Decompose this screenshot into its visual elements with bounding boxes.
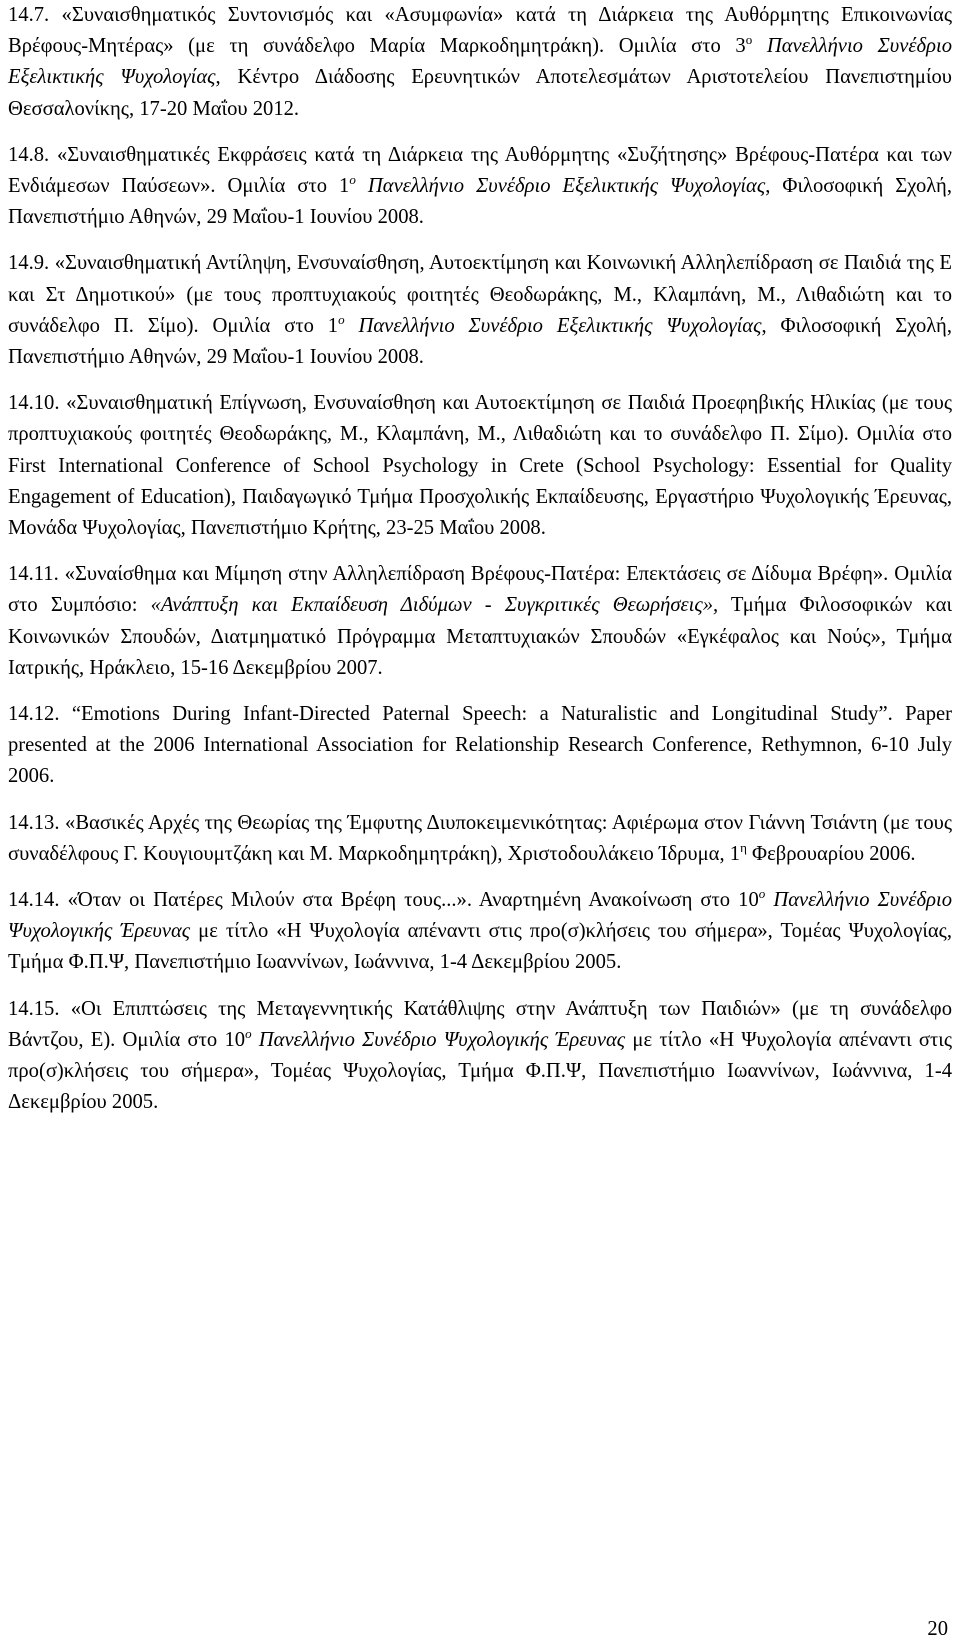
- presentation-list: [8, 0, 952, 1119]
- italic-text: Πανελλήνιο Συνέδριο Εξελικτικής Ψυχολογίας: [355, 175, 766, 198]
- list-item: [8, 248, 952, 373]
- entry-text: «Όταν οι Πατέρες Μιλούν στα Βρέφη τους...». Αναρτημένη Ανακοίνωση στο 10: [67, 889, 759, 912]
- document-page: [8, 0, 952, 1647]
- entry-number: 14.11.: [8, 563, 59, 586]
- entry-text: «Βασικές Αρχές της Θεωρίας της Έμφυτης Διυποκειμενικότητας: Αφιέρωμα στον Γιάννη Τσιάντη (με τους συναδέλφους Γ. Κουγιουμτζάκη και Μ. Μαρκοδημητράκη), Χριστοδουλάκειο Ίδρυμα, 1: [8, 811, 952, 865]
- italic-text: Πανελλήνιο Συνέδριο Ψυχολογικής Έρευνας: [251, 1028, 626, 1051]
- entry-text: με τίτλο «Η Ψυχολογία απέναντι στις προ(σ)κλήσεις του σήμερα», Τομέας Ψυχολογίας, Τμήμα Φ.Π.Ψ, Πανεπιστήμιο Ιωαννίνων, Ιωάννινα, 1-4 Δεκεμβρίου 2005.: [8, 920, 952, 974]
- list-item: [8, 559, 952, 684]
- entry-number: 14.14.: [8, 889, 60, 912]
- entry-number: 14.15.: [8, 997, 60, 1020]
- italic-text: Πανελλήνιο Συνέδριο Εξελικτικής Ψυχολογίας: [8, 35, 952, 89]
- entry-text: με τίτλο «Η Ψυχολογία απέναντι στις προ(σ)κλήσεις του σήμερα», Τομέας Ψυχολογίας, Τμήμα Φ.Π.Ψ, Πανεπιστήμιο Ιωαννίνων, Ιωάννινα, 1-4 Δεκεμβρίου 2005.: [8, 1028, 953, 1114]
- list-item: [8, 0, 952, 125]
- italic-text: Πανελλήνιο Συνέδριο Εξελικτικής Ψυχολογίας: [344, 314, 762, 337]
- italic-text: «Ανάπτυξη και Εκπαίδευση Διδύμων - Συγκριτικές Θεωρήσεις»,: [150, 594, 719, 617]
- page-number: 20: [927, 1618, 948, 1640]
- entry-text: Φεβρουαρίου 2006.: [746, 842, 916, 865]
- list-item: [8, 808, 952, 870]
- superscript: ο: [245, 1026, 252, 1042]
- entry-text: «Οι Επιπτώσεις της Μεταγεννητικής Κατάθλιψης στην Ανάπτυξη των Παιδιών» (με τη συνάδελφο Βάντζου, Ε). Ομιλία στο 10: [8, 997, 952, 1051]
- list-item: [8, 885, 952, 979]
- entry-number: 14.12.: [8, 703, 60, 726]
- entry-text: , Φιλοσοφική Σχολή, Πανεπιστήμιο Αθηνών, 29 Μαΐου-1 Ιουνίου 2008.: [8, 314, 952, 369]
- entry-text: , Φιλοσοφική Σχολή, Πανεπιστήμιο Αθηνών, 29 Μαΐου-1 Ιουνίου 2008.: [8, 175, 952, 229]
- entry-number: 14.7.: [8, 4, 50, 26]
- entry-number: 14.13.: [8, 811, 60, 834]
- entry-number: 14.10.: [8, 392, 60, 415]
- entry-number: 14.8.: [8, 143, 50, 166]
- entry-text: «Συναισθηματική Επίγνωση, Ενσυναίσθηση και Αυτοεκτίμηση σε Παιδιά Προεφηβικής Ηλικίας (με τους προπτυχιακούς φοιτητές Θεοδωράκης, Μ., Κλαμπάνη, Μ., Λιθαδιώτη και το συνάδελφο Π. Σίμο). Ομιλία στο First International Conference of School Psychology in Crete (School Psychology: Essential for Quality Engagement of Education), Παιδαγωγικό Τμήμα Προσχολικής Εκπαίδευσης, Εργαστήριο Ψυχολογικής Έρευνας, Μονάδα Ψυχολογίας, Πανεπιστήμιο Κρήτης, 23-25 Μαΐου 2008.: [8, 392, 952, 540]
- list-item: [8, 994, 952, 1119]
- entry-text: , Κέντρο Διάδοσης Ερευνητικών Αποτελεσμάτων Αριστοτελείου Πανεπιστημίου Θεσσαλονίκης, 17-20 Μαΐου 2012.: [8, 66, 952, 120]
- superscript: ο: [758, 886, 766, 902]
- entry-text: Τμήμα Φιλοσοφικών και Κοινωνικών Σπουδών, Διατμηματικό Πρόγραμμα Μεταπτυχιακών Σπουδών «Εγκέφαλος και Νούς», Τμήμα Ιατρικής, Ηράκλειο, 15-16 Δεκεμβρίου 2007.: [8, 594, 952, 679]
- entry-text: «Συναισθηματικές Εκφράσεις κατά τη Διάρκεια της Αυθόρμητης «Συζήτησης» Βρέφους-Πατέρα και των Ενδιάμεσων Παύσεων». Ομιλία στο 1: [8, 143, 952, 198]
- entry-text: «Συναισθηματικός Συντονισμός και «Ασυμφωνία» κατά τη Διάρκεια της Αυθόρμητης Επικοινωνίας Βρέφους-Μητέρας» (με τη συνάδελφο Μαρία Μαρκοδημητράκη). Ομιλία στο 3: [8, 4, 952, 58]
- list-item: [8, 699, 952, 793]
- superscript: η: [740, 840, 747, 856]
- entry-number: 14.9.: [8, 252, 50, 275]
- list-item: [8, 388, 952, 544]
- entry-text: «Συναίσθημα και Μίμηση στην Αλληλεπίδραση Βρέφους-Πατέρα: Επεκτάσεις σε Δίδυμα Βρέφη». Ομιλία στο Συμπόσιο:: [8, 563, 952, 617]
- superscript: ο: [745, 32, 753, 48]
- entry-text: «Συναισθηματική Αντίληψη, Ενσυναίσθηση, Αυτοεκτίμηση και Κοινωνική Αλληλεπίδραση σε Παιδιά της Ε και Στ Δημοτικού» (με τους προπτυχιακούς φοιτητές Θεοδωράκης, Μ., Κλαμπάνη, Μ., Λιθαδιώτη και το συνάδελφο Π. Σίμο). Ομιλία στο 1: [8, 252, 952, 337]
- italic-text: Πανελλήνιο Συνέδριο Ψυχολογικής Έρευνας: [8, 889, 952, 943]
- list-item: [8, 140, 952, 234]
- superscript: ο: [338, 311, 345, 327]
- superscript: ο: [349, 172, 356, 188]
- entry-text: “Emotions During Infant-Directed Paternal Speech: a Naturalistic and Longitudinal Study”. Paper presented at the 2006 International Association for Relationship Research Conference, Rethymnon, 6-10 July 2006.: [8, 703, 952, 788]
